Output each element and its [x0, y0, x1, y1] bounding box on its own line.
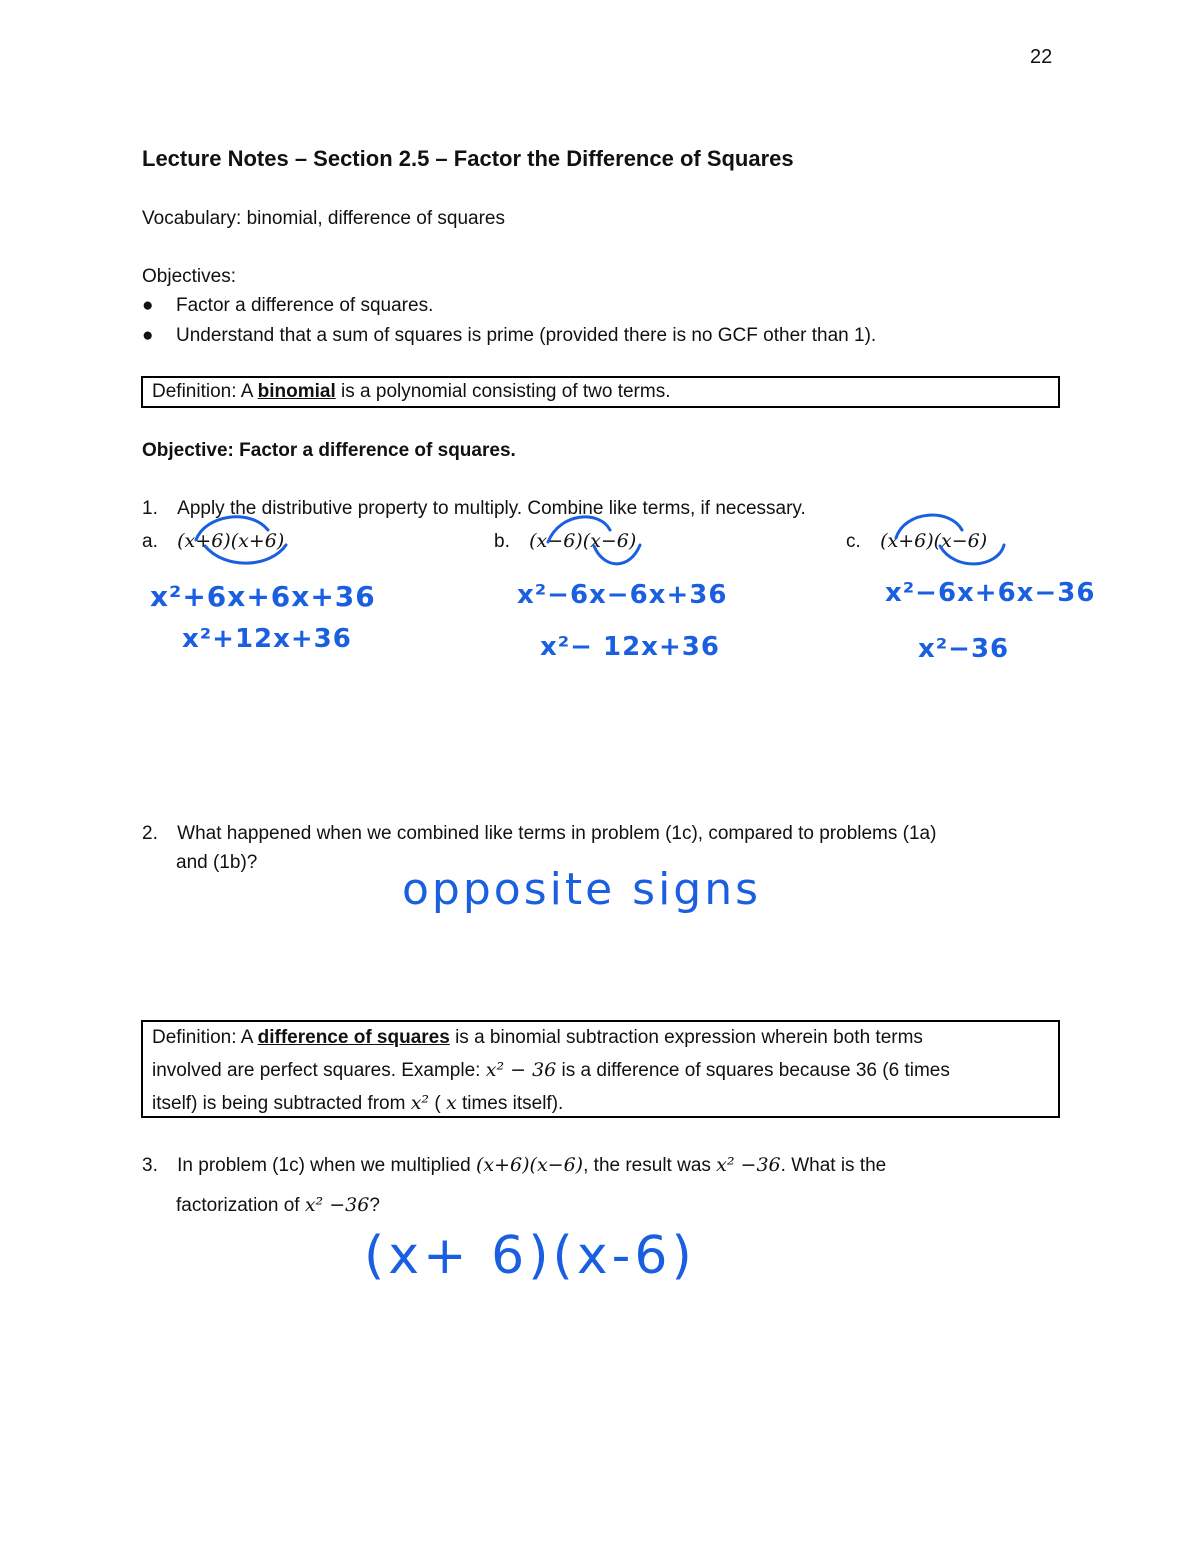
definition-line-2: involved are perfect squares. Example: x² − 36 is a difference of squares because 36 (6 times: [152, 1059, 950, 1081]
objective-heading: Objective: Factor a difference of squares.: [142, 440, 516, 461]
handwritten-1c-line2: x²−36: [918, 634, 1010, 664]
handwritten-1b-line2: x²− 12x+36: [540, 632, 720, 662]
handwritten-1a-line1: x²+6x+6x+36: [150, 580, 376, 613]
question-1: 1. Apply the distributive property to multiply. Combine like terms, if necessary.: [142, 498, 806, 519]
handwritten-1a-line2: x²+12x+36: [182, 624, 352, 654]
question-2-cont: and (1b)?: [176, 852, 258, 873]
handwritten-1c-line1: x²−6x+6x−36: [885, 578, 1096, 608]
bullet-icon: ●: [142, 325, 154, 346]
vocabulary-line: Vocabulary: binomial, difference of squares: [142, 208, 505, 229]
question-1b: b. (x−6)(x−6): [494, 530, 637, 552]
objectives-heading: Objectives:: [142, 266, 236, 287]
handwritten-answer-2: opposite signs: [402, 864, 762, 915]
definition-line-1: Definition: A difference of squares is a binomial subtraction expression wherein both terms: [152, 1027, 923, 1048]
question-3: 3. In problem (1c) when we multiplied (x+6)(x−6), the result was x² −36. What is the: [142, 1154, 887, 1176]
question-2: 2. What happened when we combined like terms in problem (1c), compared to problems (1a): [142, 823, 937, 844]
definition-box-binomial: Definition: A binomial is a polynomial consisting of two terms.: [141, 376, 1060, 408]
question-1a: a. (x+6)(x+6): [142, 530, 285, 552]
definition-box-difference-of-squares: [141, 1020, 1060, 1118]
definition-line-3: itself) is being subtracted from x² ( x times itself).: [152, 1092, 564, 1114]
objective-item: ● Understand that a sum of squares is prime (provided there is no GCF other than 1).: [142, 325, 877, 346]
handwritten-1b-line1: x²−6x−6x+36: [517, 580, 728, 610]
page-number: 22: [1030, 46, 1053, 68]
objective-item: ● Factor a difference of squares.: [142, 295, 434, 316]
question-3-cont: factorization of x² −36?: [176, 1194, 380, 1216]
page-title: Lecture Notes – Section 2.5 – Factor the Difference of Squares: [142, 146, 794, 171]
handwritten-answer-3: (x+ 6)(x-6): [364, 1226, 696, 1286]
bullet-icon: ●: [142, 295, 154, 316]
question-1c: c. (x+6)(x−6): [846, 530, 988, 552]
